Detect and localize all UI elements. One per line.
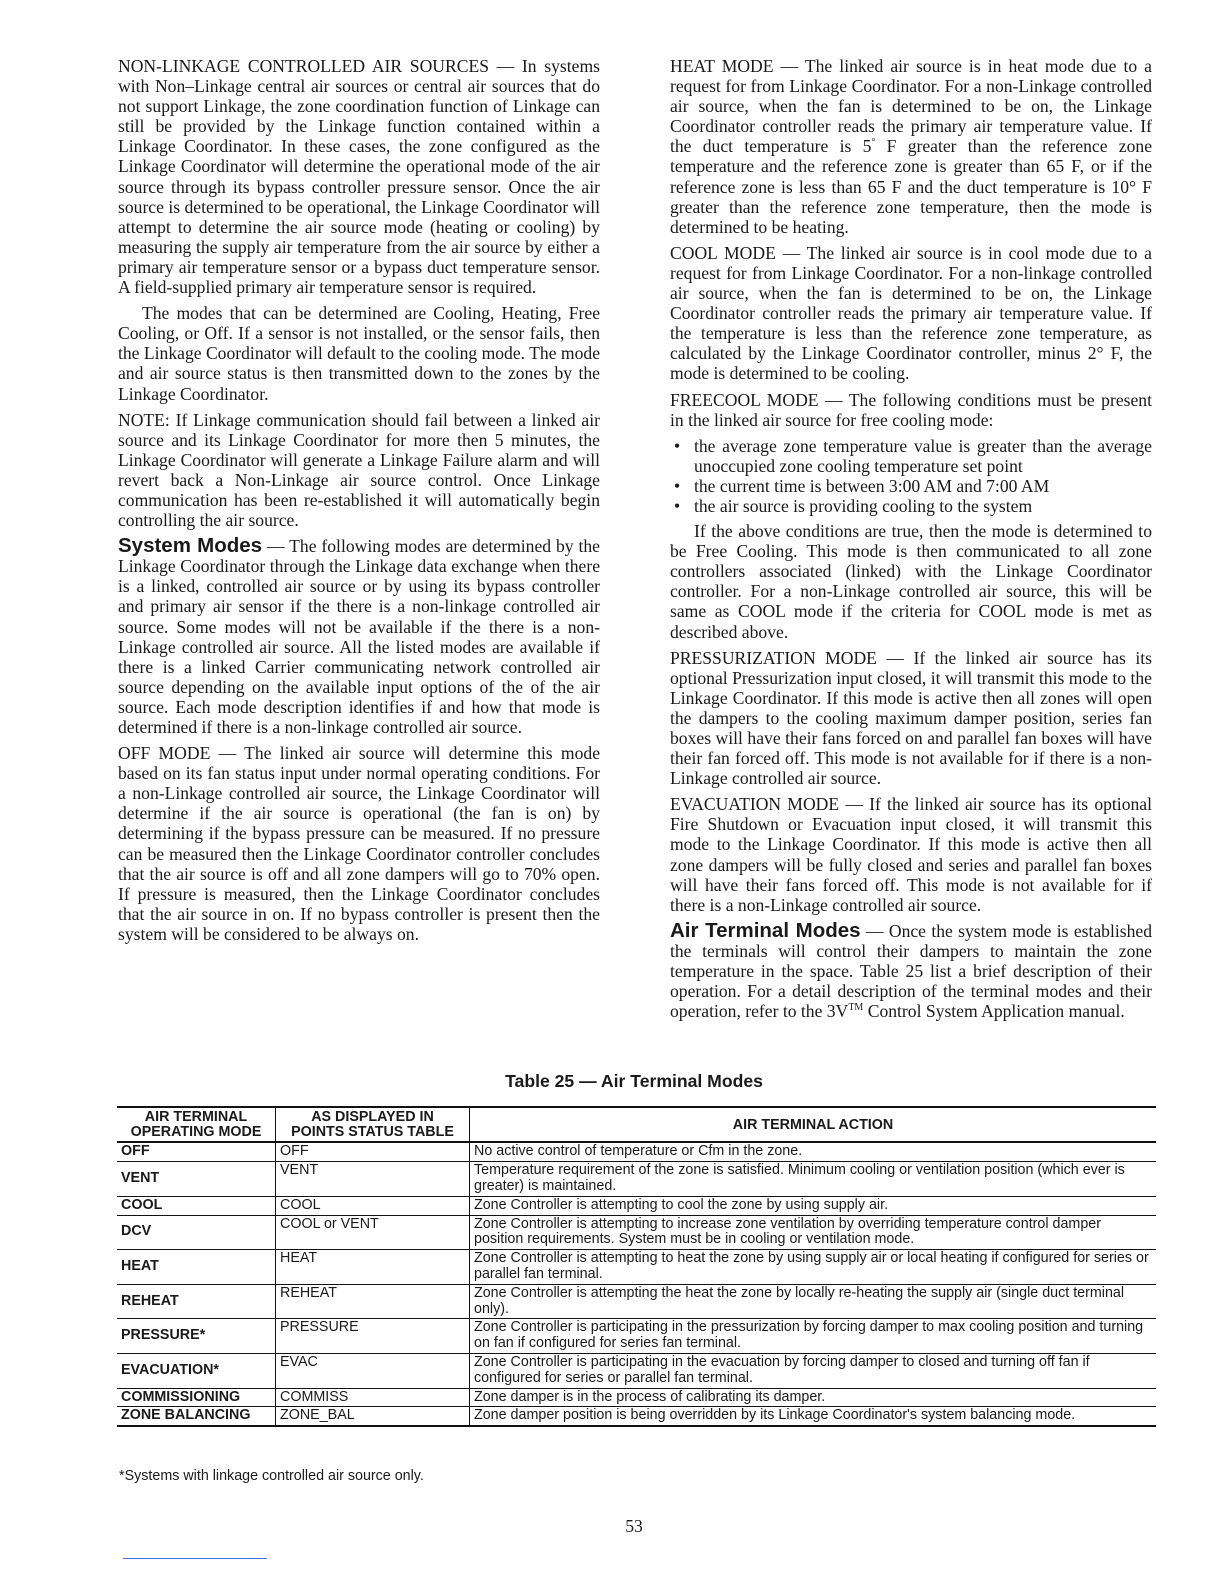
header-action: AIR TERMINAL ACTION bbox=[470, 1107, 1157, 1142]
header-mode-line2: OPERATING MODE bbox=[130, 1124, 262, 1141]
display-cell: HEAT bbox=[276, 1250, 470, 1285]
table-row bbox=[117, 1353, 1156, 1388]
action-cell: Temperature requirement of the zone is satisfied. Minimum cooling or ventilation position (which ever is greater) is maintained. bbox=[470, 1162, 1157, 1197]
display-cell: ZONE_BAL bbox=[276, 1407, 470, 1426]
modes-paragraph: The modes that can be determined are Cooling, Heating, Free Cooling, or Off. If a sensor is not installed, or the sensor fails, then the Linkage Coordinator will default to the cooling mode. The mode and air source status is then transmitted down to the zones by the Linkage Coordinator. bbox=[118, 303, 600, 404]
system-modes-text: — The following modes are determined by the Linkage Coordinator through the Linkage data exchange when there is a linked, controlled air source or by using its bypass controller and primary air sensor if the there is a non-linkage controlled air source. Some modes will not be available if the there is a non-Linkage controlled air source. All the listed modes are available if there is a linked Carrier communicating network controlled air source depending on the available input options of the of the air source. Each mode description identifies if and how that mode is determined if there is a non-linkage controlled air source. bbox=[118, 536, 600, 737]
link-underline[interactable] bbox=[123, 1558, 267, 1559]
air-terminal-paragraph bbox=[670, 918, 1153, 1022]
page-number: 53 bbox=[625, 1516, 643, 1536]
table-footnote: *Systems with linkage controlled air source only. bbox=[119, 1468, 424, 1484]
freecool-conditions-list bbox=[670, 436, 1152, 516]
table-row bbox=[117, 1196, 1156, 1215]
list-item: • the average zone temperature value is greater than the average unoccupied zone cooling temperature set point bbox=[694, 436, 1152, 476]
freecool-intro: FREECOOL MODE — The following conditions must be present in the linked air source for free cooling mode: bbox=[670, 389, 1152, 430]
list-item: • the air source is providing cooling to the system bbox=[694, 496, 1152, 516]
action-cell: Zone Controller is attempting to heat the zone by using supply air or local heating if configured for series or parallel fan terminal. bbox=[470, 1250, 1157, 1285]
header-operating-mode bbox=[117, 1107, 276, 1142]
display-cell: COOL bbox=[276, 1196, 470, 1215]
non-linkage-paragraph: NON-LINKAGE CONTROLLED AIR SOURCES — In systems with Non–Linkage central air sources or central air sources that do not support Linkage, the zone coordination function of Linkage can still be provided by the Linkage function contained within a Linkage Coordinator. In these cases, the zone configured as the Linkage Coordinator will determine the operational mode of the air source through its bypass controller pressure sensor. Once the air source is determined to be operational, the Linkage Coordinator will attempt to determine the air source mode (heating or cooling) by measuring the supply air temperature from the air source by either a primary air temperature sensor or a bypass duct temperature sensor. A field-supplied primary air temperature sensor is required. bbox=[118, 56, 600, 298]
air-terminal-text-a: — Once the system mode is established the terminals will control their dampers to maintain the zone temperature in the space. Table 25 list a brief description of their operation. For a detail description of the terminal modes and their operation, refer to the 3V bbox=[670, 920, 1153, 1022]
air-terminal-heading: Air Terminal Modes bbox=[670, 918, 861, 942]
action-cell: Zone Controller is attempting to cool the zone by using supply air. bbox=[470, 1196, 1157, 1215]
air-terminal-modes-table bbox=[117, 1106, 1156, 1427]
system-modes-paragraph bbox=[118, 536, 600, 737]
mode-cell: VENT bbox=[117, 1162, 276, 1197]
mode-cell: REHEAT bbox=[117, 1284, 276, 1319]
action-cell: No active control of temperature or Cfm in the zone. bbox=[470, 1142, 1157, 1161]
action-cell: Zone damper is in the process of calibrating its damper. bbox=[470, 1388, 1157, 1407]
system-modes-heading: System Modes bbox=[118, 534, 263, 558]
table-header-row bbox=[117, 1107, 1156, 1142]
display-cell: VENT bbox=[276, 1162, 470, 1197]
freecool-after-paragraph: If the above conditions are true, then the mode is determined to be Free Cooling. This mode is then communicated to all zone controllers associated (linked) with the Linkage Coordinator controller. For a non-Linkage controlled air source, this will be same as COOL mode if the criteria for COOL mode is met as described above. bbox=[670, 521, 1152, 642]
table-row bbox=[117, 1319, 1156, 1354]
table-row bbox=[117, 1215, 1156, 1250]
mode-cell: HEAT bbox=[117, 1250, 276, 1285]
display-cell: OFF bbox=[276, 1142, 470, 1161]
action-cell: Zone damper position is being overridden by its Linkage Coordinator's system balancing mode. bbox=[470, 1407, 1157, 1426]
mode-cell: OFF bbox=[117, 1142, 276, 1161]
action-cell: Zone Controller is attempting to increase zone ventilation by overriding temperature control damper position requirements. System must be in cooling or ventilation mode. bbox=[470, 1215, 1157, 1250]
note-paragraph: NOTE: If Linkage communication should fail between a linked air source and its Linkage Coordinator for more then 5 minutes, the Linkage Coordinator will generate a Linkage Failure alarm and will revert back a Non-Linkage air source control. Once Linkage communication has been re-established it will automatically begin controlling the air source. bbox=[118, 409, 600, 531]
table-row bbox=[117, 1162, 1156, 1197]
header-disp-line1: AS DISPLAYED IN bbox=[311, 1109, 434, 1125]
action-cell: Zone Controller is participating in the pressurization by forcing damper to max cooling position and turning on fan if configured for series fan terminal. bbox=[470, 1319, 1157, 1354]
display-cell: PRESSURE bbox=[276, 1319, 470, 1354]
mode-cell: ZONE BALANCING bbox=[117, 1407, 276, 1426]
heat-mode-text-b: F greater than the reference zone temperature and the reference zone is greater than 65 F, or if the reference zone is less than 65 F and the duct temperature is 10° F greater than the reference zone temperature, then the mode is determined to be heating. bbox=[670, 136, 1153, 237]
degree-superscript: ° bbox=[871, 137, 876, 149]
table-row bbox=[117, 1142, 1156, 1161]
trademark-superscript: TM bbox=[848, 1002, 864, 1014]
mode-cell: COOL bbox=[117, 1196, 276, 1215]
table-row bbox=[117, 1284, 1156, 1319]
heat-mode-text-a: HEAT MODE — The linked air source is in heat mode due to a request for from Linkage Coordinator. For a non-Linkage controlled air source, when the fan is determined to be on, the Linkage Coordinator controller reads the primary air temperature value. If the duct temperature is 5 bbox=[670, 56, 1152, 157]
heat-mode-paragraph bbox=[670, 56, 1152, 237]
mode-cell: DCV bbox=[117, 1215, 276, 1250]
table-row bbox=[117, 1250, 1156, 1285]
mode-cell: EVACUATION* bbox=[117, 1353, 276, 1388]
right-column bbox=[670, 56, 1152, 1027]
mode-cell: COMMISSIONING bbox=[117, 1388, 276, 1407]
display-cell: EVAC bbox=[276, 1353, 470, 1388]
evacuation-paragraph: EVACUATION MODE — If the linked air source has its optional Fire Shutdown or Evacuation input closed, it will transmit this mode to the Linkage Coordinator. If this mode is active then all zone dampers will be fully closed and series and parallel fan boxes will have their fans forced off. This mode is not available for if there is a non-Linkage controlled air source. bbox=[670, 794, 1152, 915]
header-displayed-in bbox=[276, 1107, 470, 1142]
mode-cell: PRESSURE* bbox=[117, 1319, 276, 1354]
action-cell: Zone Controller is participating in the evacuation by forcing damper to closed and turning off fan if configured for series or parallel fan terminal. bbox=[470, 1353, 1157, 1388]
pressurization-paragraph: PRESSURIZATION MODE — If the linked air source has its optional Pressurization input closed, it will transmit this mode to the Linkage Coordinator. If this mode is active then all zones will open the dampers to the cooling maximum damper position, series fan boxes will have their fans forced on and parallel fan boxes will have their fan forced off. This mode is not available for if there is a non-Linkage controlled air source. bbox=[670, 647, 1152, 789]
table-row bbox=[117, 1407, 1156, 1426]
display-cell: COMMISS bbox=[276, 1388, 470, 1407]
display-cell: COOL or VENT bbox=[276, 1215, 470, 1250]
header-mode-line1: AIR TERMINAL bbox=[144, 1109, 248, 1125]
cool-mode-paragraph: COOL MODE — The linked air source is in cool mode due to a request for from Linkage Coordinator. For a non-linkage controlled air source, when the fan is determined to be on, the Linkage Coordinator controller reads the primary air temperature value. If the temperature is less than the reference zone temperature, as calculated by the Linkage Coordinator controller, minus 2° F, the mode is determined to be cooling. bbox=[670, 242, 1152, 384]
off-mode-paragraph: OFF MODE — The linked air source will determine this mode based on its fan status input under normal operating conditions. For a non-Linkage controlled air source, the Linkage Coordinator will determine if the air source is operational (the fan is on) by determining if the bypass pressure can be measured. If no pressure can be measured then the Linkage Coordinator controller concludes that the air source is off and all zone dampers will go to 70% open. If pressure is measured, then the Linkage Coordinator concludes that the air source in on. If no bypass controller is present then the system will be considered to be always on. bbox=[118, 743, 600, 944]
left-column bbox=[118, 56, 600, 950]
air-terminal-text-b: Control System Application manual. bbox=[863, 1001, 1125, 1022]
table-title: Table 25 — Air Terminal Modes bbox=[505, 1071, 763, 1091]
table-row bbox=[117, 1388, 1156, 1407]
list-item: • the current time is between 3:00 AM and 7:00 AM bbox=[694, 476, 1152, 496]
action-cell: Zone Controller is attempting the heat the zone by locally re-heating the supply air (single duct terminal only). bbox=[470, 1284, 1157, 1319]
header-disp-line2: POINTS STATUS TABLE bbox=[291, 1124, 454, 1141]
display-cell: REHEAT bbox=[276, 1284, 470, 1319]
